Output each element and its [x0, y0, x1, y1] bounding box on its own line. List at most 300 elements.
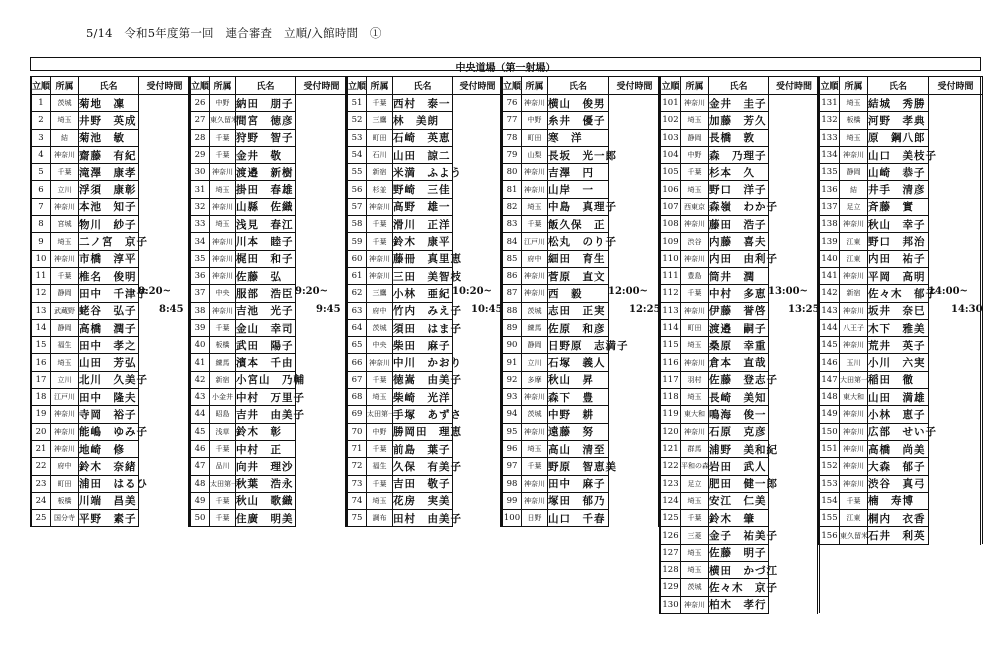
header-no: 立順	[348, 77, 367, 95]
row-name: 竹内 みえ子	[393, 302, 453, 319]
row-name: 滝澤 康孝	[79, 164, 139, 181]
row-number: 103	[661, 129, 681, 146]
row-number: 65	[348, 337, 367, 354]
row-number: 40	[191, 337, 210, 354]
row-affiliation: 羽村	[681, 371, 709, 388]
row-affiliation: 千葉	[367, 95, 393, 112]
row-number: 33	[191, 216, 210, 233]
row-name: 椎名 俊明	[79, 267, 139, 284]
row-affiliation: 埼玉	[681, 112, 709, 129]
row-name: 日野原 志満子	[548, 337, 609, 354]
row-number: 89	[503, 319, 522, 336]
row-number: 114	[661, 319, 681, 336]
row-affiliation: 埼玉	[681, 562, 709, 579]
row-affiliation: 江東	[840, 250, 868, 267]
row-name: 林 美朗	[393, 112, 453, 129]
header-no: 立順	[820, 77, 840, 95]
row-affiliation: 太田第一	[367, 406, 393, 423]
row-number: 113	[661, 302, 681, 319]
row-affiliation: 埼玉	[681, 337, 709, 354]
row-affiliation: 神奈川	[681, 354, 709, 371]
row-number: 44	[191, 406, 210, 423]
row-name: 山縣 佐織	[236, 198, 296, 215]
row-name: 吉田 敬子	[393, 475, 453, 492]
row-affiliation: 埼玉	[840, 95, 868, 112]
row-affiliation: 神奈川	[210, 233, 236, 250]
row-name: 西 毅	[548, 285, 609, 302]
row-name: 服部 浩臣	[236, 285, 296, 302]
row-number: 156	[820, 527, 840, 544]
row-affiliation: 埼玉	[681, 544, 709, 561]
row-number: 126	[661, 527, 681, 544]
row-number: 124	[661, 492, 681, 509]
row-number: 67	[348, 371, 367, 388]
row-affiliation: 福生	[51, 337, 79, 354]
row-name: 秋山 幸子	[868, 216, 929, 233]
table-row	[191, 95, 348, 112]
header-affiliation: 所属	[367, 77, 393, 95]
row-number: 133	[820, 129, 840, 146]
row-affiliation: 町田	[681, 319, 709, 336]
header-no: 立順	[503, 77, 522, 95]
row-number: 66	[348, 354, 367, 371]
row-name: 荒井 英子	[868, 337, 929, 354]
header-affiliation: 所属	[681, 77, 709, 95]
row-affiliation: 立川	[51, 181, 79, 198]
row-number: 29	[191, 146, 210, 163]
roster-table	[660, 76, 820, 614]
row-number: 125	[661, 510, 681, 527]
row-affiliation: 神奈川	[840, 146, 868, 163]
header-reception: 受付時間	[609, 77, 661, 95]
row-name: 渋谷 真弓	[868, 475, 929, 492]
row-affiliation: 千葉	[681, 285, 709, 302]
row-number: 84	[503, 233, 522, 250]
row-number: 127	[661, 544, 681, 561]
row-number: 52	[348, 112, 367, 129]
row-affiliation: 千葉	[681, 164, 709, 181]
row-affiliation: 埼玉	[367, 492, 393, 509]
table-row	[661, 95, 820, 112]
row-name: 柏木 孝行	[709, 596, 769, 613]
row-name: 西村 泰一	[393, 95, 453, 112]
header-name: 氏名	[79, 77, 139, 95]
reception-time-start: 9:20~	[295, 286, 328, 298]
row-affiliation: 町田	[522, 129, 548, 146]
row-number: 3	[32, 129, 51, 146]
row-name: 浅見 春江	[236, 216, 296, 233]
row-number: 42	[191, 371, 210, 388]
row-affiliation: 府中	[522, 250, 548, 267]
reception-time-end: 12:25	[629, 303, 661, 315]
row-number: 117	[661, 371, 681, 388]
row-number: 69	[348, 406, 367, 423]
row-affiliation: 宮城	[51, 216, 79, 233]
row-name: 柴田 麻子	[393, 337, 453, 354]
row-name: 住廣 明美	[236, 510, 296, 527]
row-affiliation: 神奈川	[681, 596, 709, 613]
reception-time-start: 14:00~	[928, 286, 968, 298]
row-name: 市橋 淳平	[79, 250, 139, 267]
row-affiliation: 千葉	[681, 510, 709, 527]
row-affiliation: 神奈川	[51, 423, 79, 440]
row-affiliation: 品川	[210, 458, 236, 475]
row-number: 37	[191, 285, 210, 302]
row-name: 大森 郁子	[868, 458, 929, 475]
roster-table	[347, 76, 503, 527]
row-affiliation: 千葉	[367, 233, 393, 250]
row-affiliation: 神奈川	[51, 250, 79, 267]
row-name: 筒井 潤	[709, 267, 769, 284]
row-affiliation: 神奈川	[681, 302, 709, 319]
row-affiliation: 足立	[681, 475, 709, 492]
row-name: 佐原 和彦	[548, 319, 609, 336]
row-name: 森下 豊	[548, 389, 609, 406]
row-affiliation: 静岡	[681, 129, 709, 146]
row-number: 130	[661, 596, 681, 613]
row-affiliation: 神奈川	[681, 95, 709, 112]
row-affiliation: 埼玉	[522, 440, 548, 457]
row-number: 144	[820, 319, 840, 336]
row-name: 北川 久美子	[79, 371, 139, 388]
row-number: 104	[661, 146, 681, 163]
row-number: 154	[820, 492, 840, 509]
reception-time-start: 10:20~	[452, 286, 492, 298]
row-affiliation: 結	[840, 181, 868, 198]
row-affiliation: 石川	[367, 146, 393, 163]
row-name: 内田 由利子	[709, 250, 769, 267]
row-affiliation: 神奈川	[522, 423, 548, 440]
row-name: 本池 知子	[79, 198, 139, 215]
row-affiliation: 町田	[51, 475, 79, 492]
row-number: 102	[661, 112, 681, 129]
row-number: 70	[348, 423, 367, 440]
row-name: 岩田 武人	[709, 458, 769, 475]
row-number: 63	[348, 302, 367, 319]
row-name: 秋山 歌織	[236, 492, 296, 509]
row-affiliation: 埼玉	[522, 198, 548, 215]
row-name: 平野 素子	[79, 510, 139, 527]
row-number: 55	[348, 164, 367, 181]
row-affiliation: 神奈川	[51, 440, 79, 457]
row-affiliation: 府中	[51, 458, 79, 475]
row-name: 鈴木 肇	[709, 510, 769, 527]
row-affiliation: 神奈川	[840, 440, 868, 457]
row-name: 野口 邦治	[868, 233, 929, 250]
row-name: 柴崎 光洋	[393, 389, 453, 406]
row-affiliation: 板橋	[51, 492, 79, 509]
row-number: 146	[820, 354, 840, 371]
row-affiliation: 神奈川	[840, 423, 868, 440]
row-affiliation: 千葉	[210, 319, 236, 336]
row-name: 梶田 和子	[236, 250, 296, 267]
row-number: 43	[191, 389, 210, 406]
row-number: 5	[32, 164, 51, 181]
row-affiliation: 国分寺	[51, 510, 79, 527]
row-name: 横山 俊男	[548, 95, 609, 112]
row-number: 14	[32, 319, 51, 336]
row-number: 108	[661, 216, 681, 233]
header-reception: 受付時間	[769, 77, 820, 95]
row-affiliation: 神奈川	[840, 302, 868, 319]
row-affiliation: 千葉	[51, 267, 79, 284]
row-name: 渡邉 嗣子	[709, 319, 769, 336]
row-number: 54	[348, 146, 367, 163]
row-name: 横田 かづ江	[709, 562, 769, 579]
row-affiliation: 茨城	[522, 406, 548, 423]
row-affiliation: 立川	[522, 354, 548, 371]
row-affiliation: 新宿	[367, 164, 393, 181]
row-name: 山田 芳弘	[79, 354, 139, 371]
row-number: 139	[820, 233, 840, 250]
row-name: 佐藤 登志子	[709, 371, 769, 388]
header-name: 氏名	[548, 77, 609, 95]
row-name: 小宮山 乃輔	[236, 371, 296, 388]
row-number: 118	[661, 389, 681, 406]
row-name: 濱本 千由	[236, 354, 296, 371]
row-number: 138	[820, 216, 840, 233]
row-name: 森嶺 わか子	[709, 198, 769, 215]
row-affiliation: 埼玉	[210, 181, 236, 198]
row-affiliation: 中央	[367, 337, 393, 354]
row-affiliation: 神奈川	[210, 164, 236, 181]
row-affiliation: 千葉	[367, 475, 393, 492]
row-number: 134	[820, 146, 840, 163]
row-affiliation: 千葉	[367, 440, 393, 457]
row-affiliation: 東大和	[681, 406, 709, 423]
row-affiliation: 三菱	[681, 527, 709, 544]
row-affiliation: 中野	[681, 146, 709, 163]
row-number: 79	[503, 146, 522, 163]
row-name: 浦田 はるひ	[79, 475, 139, 492]
row-name: 寺岡 裕子	[79, 406, 139, 423]
row-affiliation: 千葉	[522, 216, 548, 233]
row-number: 136	[820, 181, 840, 198]
row-number: 30	[191, 164, 210, 181]
row-name: 山田 諒二	[393, 146, 453, 163]
row-name: 滑川 正洋	[393, 216, 453, 233]
row-name: 山崎 恭子	[868, 164, 929, 181]
row-name: 佐々木 郁子	[868, 285, 929, 302]
row-number: 32	[191, 198, 210, 215]
row-number: 96	[503, 440, 522, 457]
row-name: 肥田 健一郎	[709, 475, 769, 492]
row-name: 河野 孝典	[868, 112, 929, 129]
row-number: 23	[32, 475, 51, 492]
row-number: 24	[32, 492, 51, 509]
row-number: 75	[348, 510, 367, 527]
row-name: 金子 祐美子	[709, 527, 769, 544]
row-affiliation: 神奈川	[367, 198, 393, 215]
row-name: 間宮 徳彦	[236, 112, 296, 129]
row-number: 80	[503, 164, 522, 181]
row-number: 150	[820, 423, 840, 440]
table-row	[348, 95, 503, 112]
row-affiliation: 多摩	[522, 371, 548, 388]
row-affiliation: 千葉	[840, 492, 868, 509]
row-affiliation: 東久留米	[840, 527, 868, 544]
row-name: 納田 朋子	[236, 95, 296, 112]
row-affiliation: 茨城	[367, 319, 393, 336]
row-affiliation: 江戸川	[522, 233, 548, 250]
row-name: 米満 ふよう	[393, 164, 453, 181]
row-name: 中野 耕	[548, 406, 609, 423]
row-affiliation: 神奈川	[210, 267, 236, 284]
row-affiliation: 茨城	[681, 579, 709, 596]
row-affiliation: 小金井	[210, 389, 236, 406]
row-number: 72	[348, 458, 367, 475]
row-name: 佐藤 明子	[709, 544, 769, 561]
row-number: 73	[348, 475, 367, 492]
row-number: 17	[32, 371, 51, 388]
row-number: 20	[32, 423, 51, 440]
row-name: 平岡 高明	[868, 267, 929, 284]
row-name: 斉藤 實	[868, 198, 929, 215]
row-name: 野崎 三佳	[393, 181, 453, 198]
row-number: 140	[820, 250, 840, 267]
row-affiliation: 大田第一	[840, 371, 868, 388]
row-name: 中村 正	[236, 440, 296, 457]
row-name: 山口 美枝子	[868, 146, 929, 163]
header-affiliation: 所属	[210, 77, 236, 95]
row-number: 10	[32, 250, 51, 267]
row-name: 金井 敬	[236, 146, 296, 163]
row-number: 128	[661, 562, 681, 579]
header-name: 氏名	[393, 77, 453, 95]
header-name: 氏名	[236, 77, 296, 95]
row-name: 小川 六実	[868, 354, 929, 371]
row-affiliation: 渋谷	[681, 233, 709, 250]
row-affiliation: 静岡	[840, 164, 868, 181]
row-affiliation: 静岡	[51, 285, 79, 302]
row-name: 菊池 敏	[79, 129, 139, 146]
row-number: 153	[820, 475, 840, 492]
row-name: 小林 恵子	[868, 406, 929, 423]
row-affiliation: 茨城	[51, 95, 79, 112]
row-affiliation: 中野	[522, 112, 548, 129]
row-number: 129	[661, 579, 681, 596]
reception-time-start: 8:20~	[138, 286, 171, 298]
row-name: 藤冊 真里恵	[393, 250, 453, 267]
row-name: 地崎 修	[79, 440, 139, 457]
row-name: 長橋 敦	[709, 129, 769, 146]
row-affiliation: 埼玉	[681, 492, 709, 509]
row-number: 82	[503, 198, 522, 215]
row-number: 51	[348, 95, 367, 112]
row-name: 長坂 光一郎	[548, 146, 609, 163]
row-affiliation: 三鷹	[367, 285, 393, 302]
row-affiliation: 府中	[367, 302, 393, 319]
row-number: 85	[503, 250, 522, 267]
row-name: 糸井 優子	[548, 112, 609, 129]
row-name: 内田 祐子	[868, 250, 929, 267]
row-number: 148	[820, 389, 840, 406]
row-affiliation: 江東	[840, 233, 868, 250]
header-name: 氏名	[709, 77, 769, 95]
row-name: 二ノ宮 京子	[79, 233, 139, 250]
row-number: 26	[191, 95, 210, 112]
row-affiliation: 神奈川	[51, 146, 79, 163]
row-affiliation: 神奈川	[51, 406, 79, 423]
row-affiliation: 神奈川	[840, 458, 868, 475]
row-number: 86	[503, 267, 522, 284]
row-name: 浦野 美和紀	[709, 440, 769, 457]
row-affiliation: 練馬	[522, 319, 548, 336]
row-name: 細田 育生	[548, 250, 609, 267]
row-number: 77	[503, 112, 522, 129]
row-name: 原 鋼八郎	[868, 129, 929, 146]
row-name: 高野 雄一	[393, 198, 453, 215]
row-number: 92	[503, 371, 522, 388]
row-name: 中川 かおり	[393, 354, 453, 371]
row-name: 志田 正実	[548, 302, 609, 319]
row-affiliation: 杉並	[367, 181, 393, 198]
row-affiliation: 神奈川	[522, 492, 548, 509]
row-affiliation: 神奈川	[840, 216, 868, 233]
reception-time-start: 12:00~	[608, 286, 648, 298]
row-affiliation: 神奈川	[522, 267, 548, 284]
row-name: 田中 千津子	[79, 285, 139, 302]
row-name: 石井 利英	[868, 527, 929, 544]
reception-time-end: 10:45	[471, 303, 503, 315]
row-number: 142	[820, 285, 840, 302]
row-number: 68	[348, 389, 367, 406]
reception-time-end: 8:45	[159, 303, 184, 315]
row-number: 34	[191, 233, 210, 250]
header-affiliation: 所属	[840, 77, 868, 95]
row-affiliation: 神奈川	[522, 164, 548, 181]
row-number: 99	[503, 492, 522, 509]
row-name: 浮須 康彰	[79, 181, 139, 198]
reception-time-start: 13:00~	[768, 286, 808, 298]
header-reception: 受付時間	[139, 77, 191, 95]
row-number: 137	[820, 198, 840, 215]
row-name: 勝岡田 理恵	[393, 423, 453, 440]
row-number: 27	[191, 112, 210, 129]
row-affiliation: 太田第一	[210, 475, 236, 492]
row-number: 71	[348, 440, 367, 457]
row-number: 56	[348, 181, 367, 198]
header-affiliation: 所属	[51, 77, 79, 95]
header-reception: 受付時間	[929, 77, 983, 95]
row-name: 秋葉 浩永	[236, 475, 296, 492]
row-affiliation: 神奈川	[210, 250, 236, 267]
reception-time-end: 9:45	[316, 303, 341, 315]
row-affiliation: 玉川	[840, 354, 868, 371]
row-number: 25	[32, 510, 51, 527]
row-number: 13	[32, 302, 51, 319]
row-affiliation: 埼玉	[51, 233, 79, 250]
row-name: 物川 紗子	[79, 216, 139, 233]
row-affiliation: 千葉	[210, 510, 236, 527]
row-affiliation: 山梨	[522, 146, 548, 163]
row-affiliation: 埼玉	[681, 181, 709, 198]
row-number: 59	[348, 233, 367, 250]
row-affiliation: 日野	[522, 510, 548, 527]
row-affiliation: 中央	[210, 285, 236, 302]
row-name: 吉澤 円	[548, 164, 609, 181]
roster-table	[31, 76, 191, 527]
row-affiliation: 神奈川	[840, 406, 868, 423]
header-reception: 受付時間	[453, 77, 503, 95]
row-affiliation: 埼玉	[840, 129, 868, 146]
row-number: 98	[503, 475, 522, 492]
row-name: 鈴木 康平	[393, 233, 453, 250]
row-number: 111	[661, 267, 681, 284]
row-number: 12	[32, 285, 51, 302]
row-affiliation: 神奈川	[840, 337, 868, 354]
row-affiliation: 千葉	[522, 458, 548, 475]
